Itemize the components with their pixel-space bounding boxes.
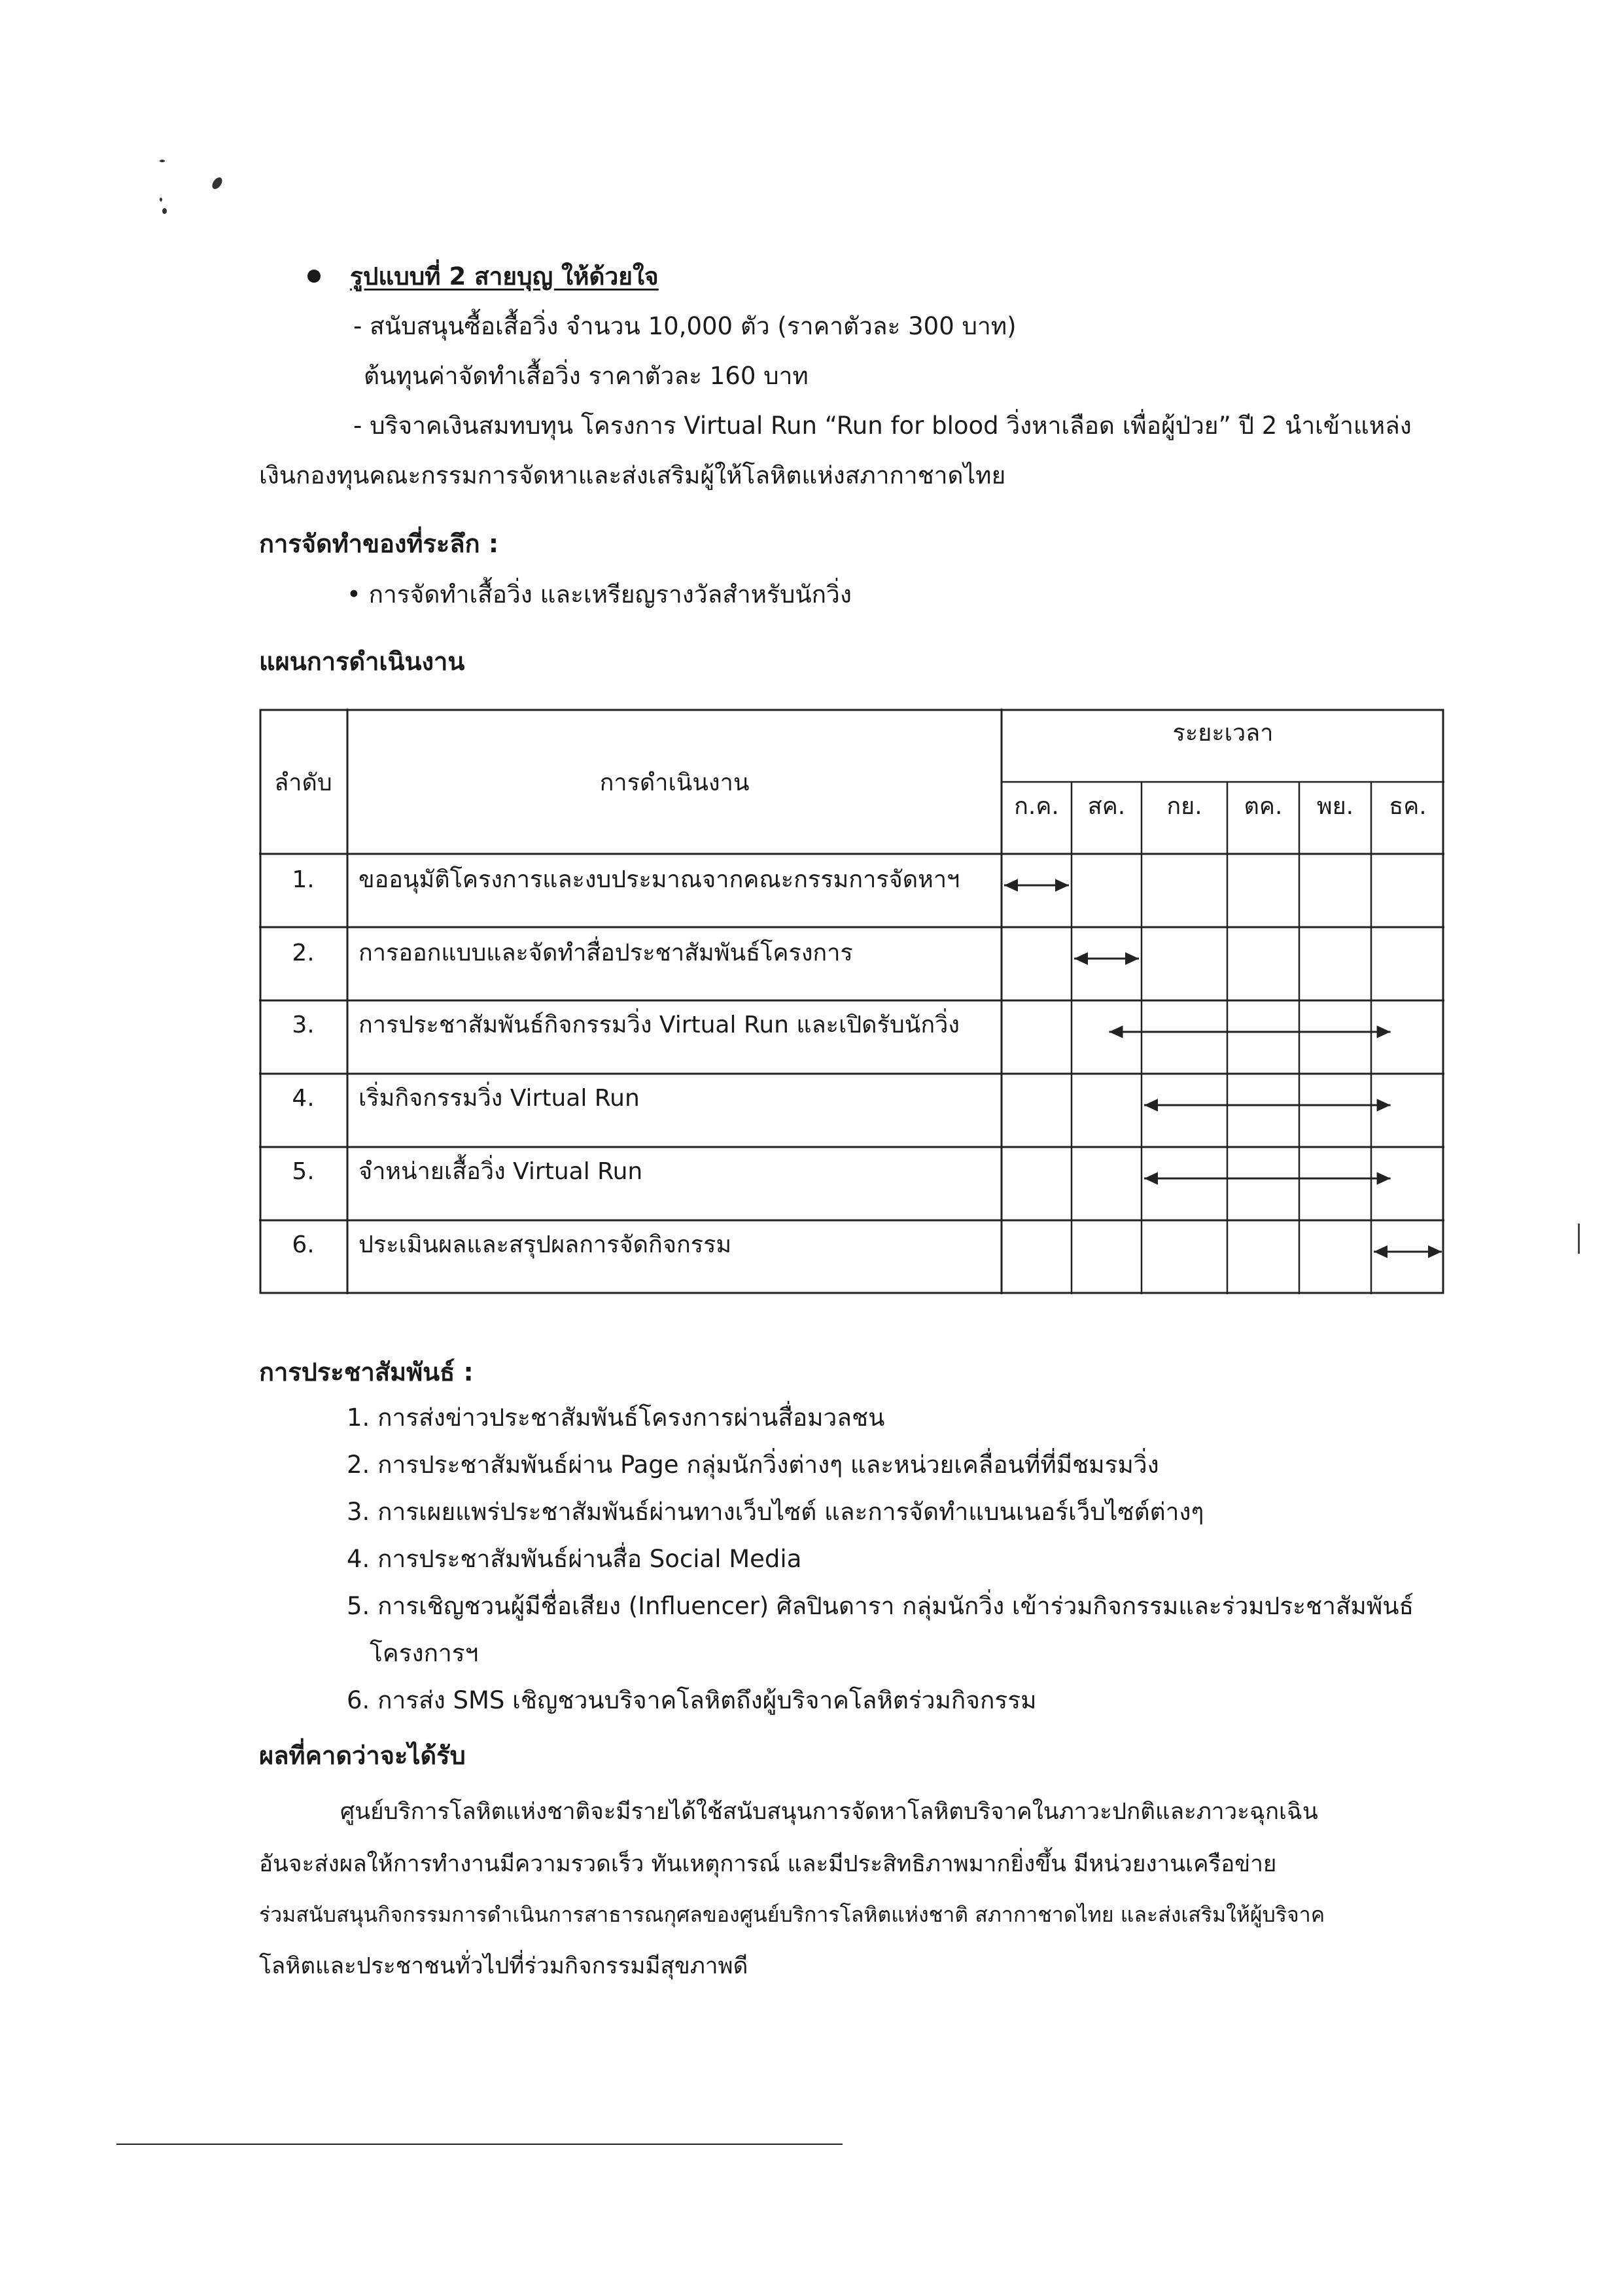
month-header: พย.: [1316, 793, 1354, 820]
row-number: 6.: [292, 1231, 315, 1258]
row-number: 3.: [292, 1012, 315, 1038]
arrow-head: [1374, 1245, 1387, 1258]
header-activity: การดำเนินงาน: [599, 769, 750, 796]
pattern2-line: - บริจาคเงินสมทบทุน โครงการ Virtual Run “Run for blood วิ่งหาเลือด เพื่อผู้ป่วย” ปี 2 นำเข้าแหล่ง: [353, 412, 1412, 440]
souvenir-heading: การจัดทำของที่ระลึก :: [259, 529, 499, 558]
row-activity: การประชาสัมพันธ์กิจกรรมวิ่ง Virtual Run และเปิดรับนักวิ่ง: [358, 1012, 960, 1038]
plan-heading: แผนการดำเนินงาน: [259, 647, 465, 676]
arrow-head: [1377, 1172, 1391, 1185]
pr-item: 1. การส่งข่าวประชาสัมพันธ์โครงการผ่านสื่อมวลชน: [347, 1404, 885, 1432]
month-header: กย.: [1166, 793, 1202, 820]
pattern2-title: รูปแบบที่ 2 สายบุญ ให้ด้วยใจ: [350, 262, 659, 291]
section-bullet: [307, 270, 321, 283]
row-activity: เริ่มกิจกรรมวิ่ง Virtual Run: [358, 1085, 640, 1112]
row-activity: ขออนุมัติโครงการและงบประมาณจากคณะกรรมการจัดหาฯ: [358, 866, 960, 893]
outcome-line: ศูนย์บริการโลหิตแห่งชาติจะมีรายได้ใช้สนับสนุนการจัดหาโลหิตบริจาคในภาวะปกติและภาวะฉุกเฉิน: [340, 1799, 1318, 1825]
souvenir-item: • การจัดทำเสื้อวิ่ง และเหรียญรางวัลสำหรับนักวิ่ง: [347, 580, 852, 609]
row-activity: จำหน่ายเสื้อวิ่ง Virtual Run: [358, 1158, 643, 1185]
arrow-head: [1144, 1099, 1158, 1112]
month-header: ตค.: [1244, 793, 1283, 820]
pr-item: 4. การประชาสัมพันธ์ผ่านสื่อ Social Media: [347, 1545, 802, 1573]
row-number: 2.: [292, 940, 315, 966]
arrow-head: [1074, 952, 1088, 965]
pattern2-line: เงินกองทุนคณะกรรมการจัดหาและส่งเสริมผู้ให้โลหิตแห่งสภากาชาดไทย: [259, 461, 1006, 489]
row-activity: ประเมินผลและสรุปผลการจัดกิจกรรม: [358, 1231, 732, 1258]
header-period: ระยะเวลา: [1172, 720, 1274, 747]
pattern2-line: ต้นทุนค่าจัดทำเสื้อวิ่ง ราคาตัวละ 160 บาท: [364, 362, 809, 390]
arrow-head: [1144, 1172, 1158, 1185]
pr-item: 3. การเผยแพร่ประชาสัมพันธ์ผ่านทางเว็บไซต์ และการจัดทำแบนเนอร์เว็บไซต์ต่างๆ: [347, 1498, 1204, 1526]
pr-item: 6. การส่ง SMS เชิญชวนบริจาคโลหิตถึงผู้บริจาคโลหิตร่วมกิจกรรม: [347, 1686, 1037, 1714]
pr-item: 2. การประชาสัมพันธ์ผ่าน Page กลุ่มนักวิ่งต่างๆ และหน่วยเคลื่อนที่ที่มีชมรมวิ่ง: [347, 1451, 1159, 1479]
footer-rule: [116, 2144, 843, 2145]
arrow-head: [1428, 1245, 1442, 1258]
arrow-head: [1055, 879, 1069, 892]
row-activity: การออกแบบและจัดทำสื่อประชาสัมพันธ์โครงการ: [358, 940, 853, 966]
pr-item: 5. การเชิญชวนผู้มีชื่อเสียง (Influencer) ศิลปินดารา กลุ่มนักวิ่ง เข้าร่วมกิจกรรมและร่วมประชาสัมพันธ์: [347, 1592, 1414, 1620]
pr-item-continuation: โครงการฯ: [370, 1639, 479, 1667]
month-header: สค.: [1087, 793, 1126, 820]
scan-speck: [210, 175, 224, 190]
month-header: ก.ค.: [1014, 793, 1059, 820]
outcome-line: โลหิตและประชาชนทั่วไปที่ร่วมกิจกรรมมีสุขภาพดี: [259, 1953, 748, 1979]
month-header: ธค.: [1389, 793, 1427, 820]
arrow-head: [1377, 1099, 1391, 1112]
scan-speck: [160, 198, 162, 202]
outcome-heading: ผลที่คาดว่าจะได้รับ: [259, 1741, 466, 1770]
arrow-head: [1125, 952, 1139, 965]
outcome-line: ร่วมสนับสนุนกิจกรรมการดำเนินการสาธารณกุศลของศูนย์บริการโลหิตแห่งชาติ สภากาชาดไทย และส่งเสริมให้ผู้บริจาค: [259, 1902, 1325, 1927]
schedule-table: [259, 709, 1444, 1294]
outcome-line: อันจะส่งผลให้การทำงานมีความรวดเร็ว ทันเหตุการณ์ และมีประสิทธิภาพมากยิ่งขึ้น มีหน่วยงานเครือข่าย: [259, 1851, 1277, 1877]
scan-speck: [160, 160, 165, 162]
row-number: 4.: [292, 1085, 315, 1112]
margin-mark: [1578, 1224, 1580, 1254]
scan-speck: [162, 208, 167, 214]
row-number: 1.: [292, 866, 315, 893]
arrow-head: [1377, 1025, 1391, 1038]
row-number: 5.: [292, 1158, 315, 1185]
pattern2-line: - สนับสนุนซื้อเสื้อวิ่ง จำนวน 10,000 ตัว (ราคาตัวละ 300 บาท): [353, 312, 1017, 340]
header-order: ลำดับ: [274, 769, 332, 796]
pr-heading: การประชาสัมพันธ์ :: [259, 1358, 474, 1386]
arrow-head: [1004, 879, 1018, 892]
arrow-head: [1109, 1025, 1123, 1038]
